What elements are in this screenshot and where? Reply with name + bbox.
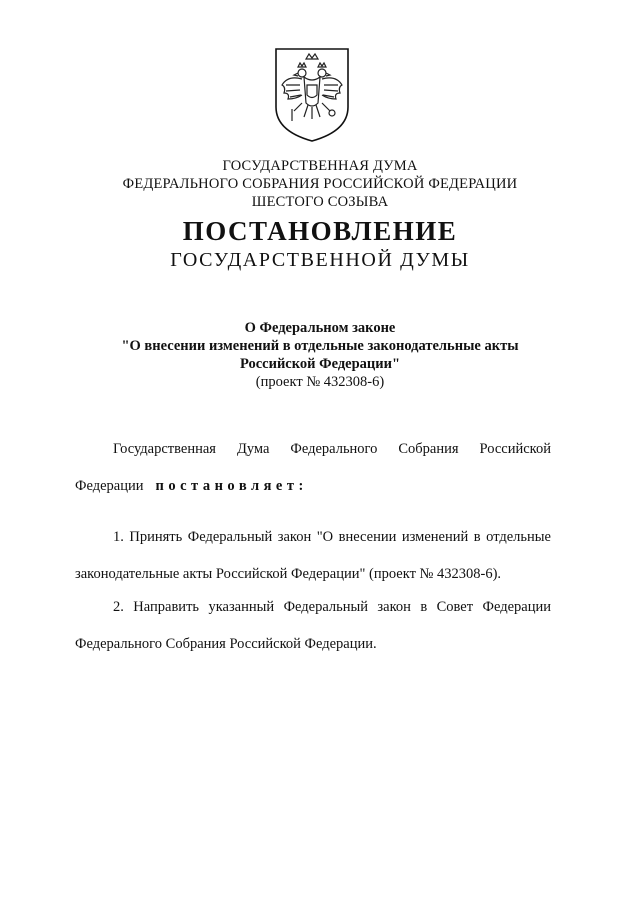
institution-full-name: ФЕДЕРАЛЬНОГО СОБРАНИЯ РОССИЙСКОЙ ФЕДЕРАЦИИ (122, 176, 518, 192)
preamble-line-2 (75, 477, 551, 495)
preamble-line-1 (113, 440, 551, 458)
document-subtitle: ГОСУДАРСТВЕННОЙ ДУМЫ (170, 249, 470, 271)
item-1-word: "О (316, 529, 334, 545)
item-2-line-1 (113, 598, 551, 616)
item-1-line-1 (113, 528, 551, 546)
item-1-word: изменений (401, 529, 469, 545)
about-line-3: Российской Федерации" (239, 356, 401, 372)
item-2-word: Федерации (482, 599, 551, 615)
item-1-word: внесении (338, 529, 397, 545)
about-line-2: "О внесении изменений в отдельные законодательные акты (121, 338, 519, 354)
coat-of-arms-emblem (272, 45, 352, 145)
preamble-word: Государственная (113, 441, 216, 457)
about-line-1: О Федеральном законе (244, 320, 396, 336)
item-2-word: в (420, 599, 428, 615)
item-1-word: закон (277, 529, 312, 545)
item-2-word: закон (377, 599, 411, 615)
item-1-word: 1. (113, 529, 124, 545)
preamble-word: Федерального (290, 441, 378, 457)
decree-word: постановляет: (155, 478, 308, 494)
preamble-word: Российской (479, 441, 551, 457)
institution-name: ГОСУДАРСТВЕННАЯ ДУМА (222, 158, 418, 174)
item-1-line-2: законодательные акты Российской Федерации" (проект № 432308-6). (75, 566, 502, 582)
item-2-line-2: Федерального Собрания Российской Федерации. (75, 636, 377, 652)
item-1-word: отдельные (486, 529, 551, 545)
preamble-word: Собрания (398, 441, 459, 457)
item-2-word: указанный (208, 599, 275, 615)
item-1-word: Федеральный (187, 529, 273, 545)
double-headed-eagle-icon (272, 45, 352, 145)
item-2-word: Федеральный (283, 599, 368, 615)
item-2-word: Совет (436, 599, 474, 615)
document-title: ПОСТАНОВЛЕНИЕ (182, 216, 458, 246)
draft-number: (проект № 432308-6) (255, 374, 385, 390)
item-2-word: Направить (133, 599, 200, 615)
convocation: ШЕСТОГО СОЗЫВА (251, 194, 389, 210)
preamble-word: Дума (236, 441, 270, 457)
preamble-word: Федерации (75, 478, 144, 494)
item-1-word: в (473, 529, 481, 545)
item-2-word: 2. (113, 599, 124, 615)
item-1-word: Принять (129, 529, 183, 545)
